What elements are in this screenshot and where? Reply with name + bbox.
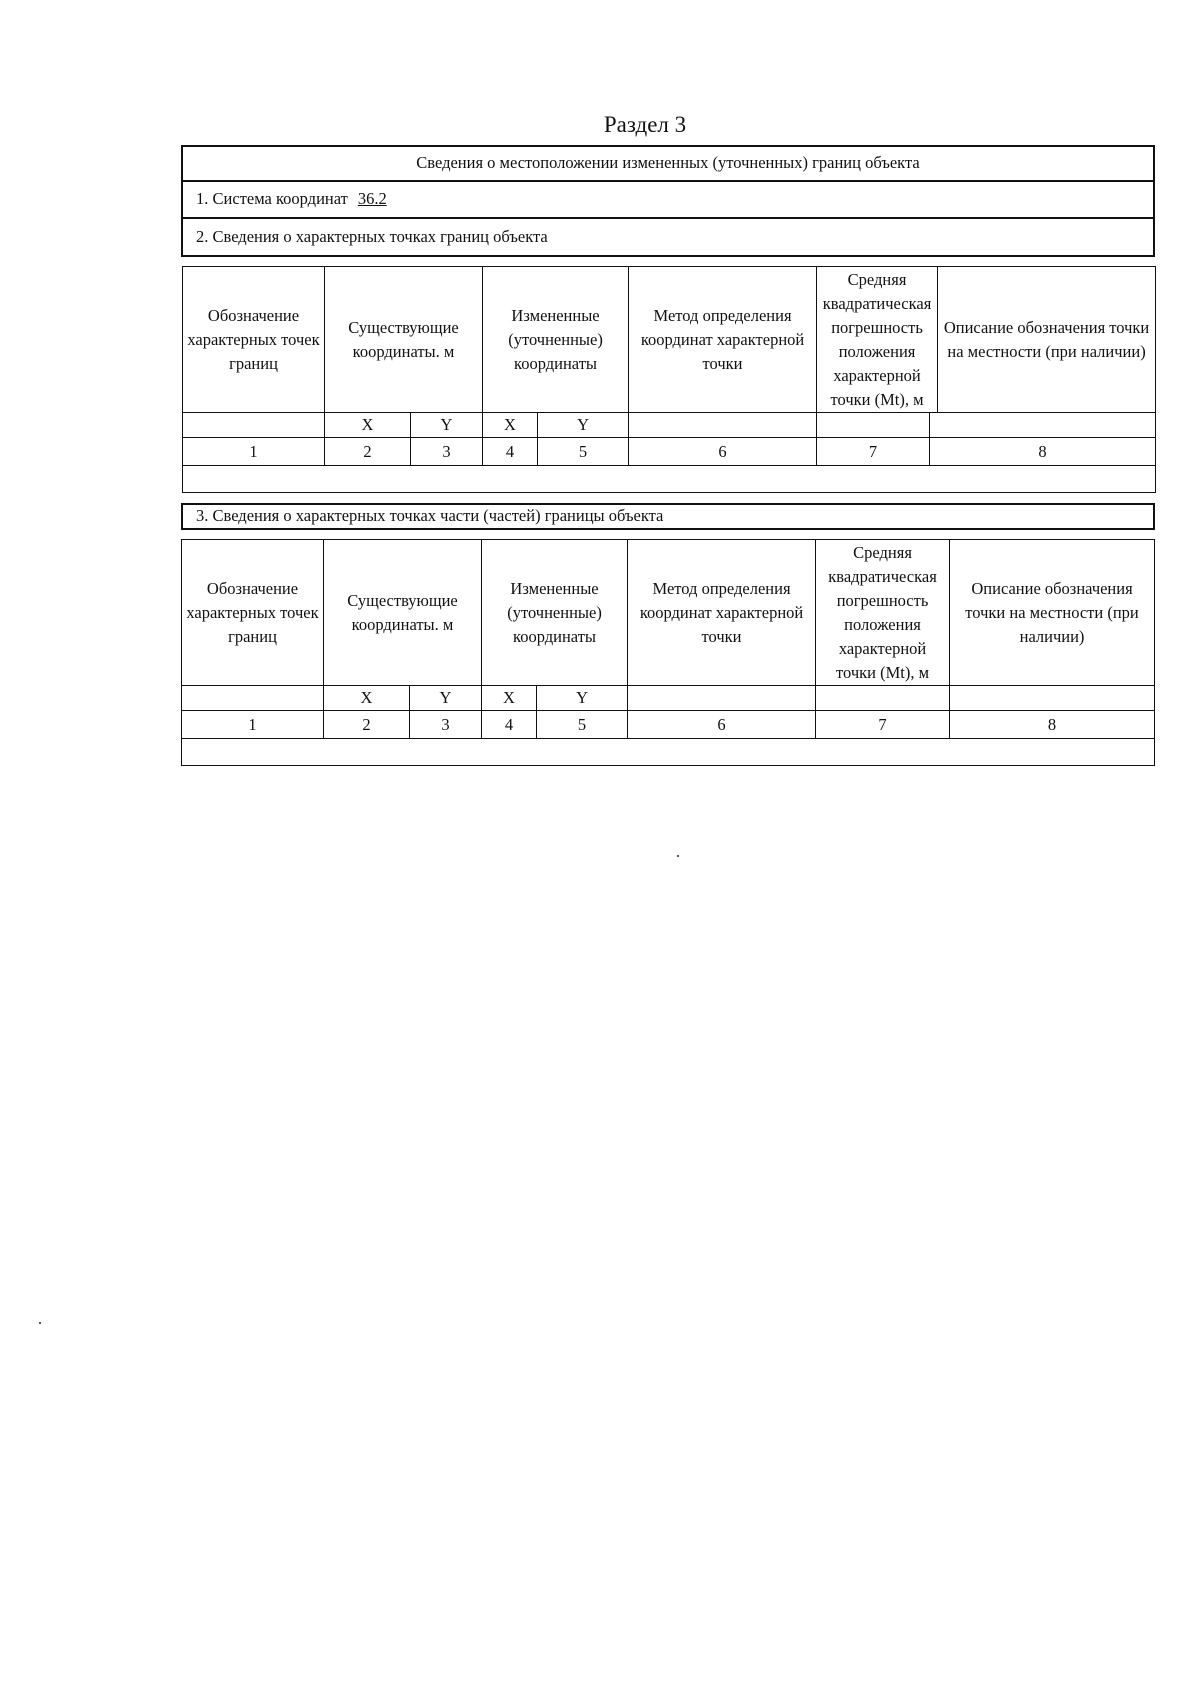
section3-title: 3. Сведения о характерных точках части (частей) границы объекта <box>196 506 664 525</box>
axis-y-existing: Y <box>410 686 482 711</box>
axis-empty-cell <box>950 686 1155 711</box>
scan-speck <box>677 855 679 857</box>
header-changed-coords: Измененные (уточненные) координаты <box>482 540 628 686</box>
points-table-1 <box>182 266 1156 493</box>
header-description: Описание обозначения точки на местности (при наличии) <box>950 540 1155 686</box>
coord-system-row <box>196 189 387 209</box>
header-mean-error: Средняя квадратическая погрешность положения характерной точки (Mt), м <box>816 540 950 686</box>
column-number: 7 <box>816 711 950 739</box>
column-number: 3 <box>410 711 482 739</box>
column-number: 6 <box>629 438 817 466</box>
axis-y-existing: Y <box>411 413 483 438</box>
axis-empty-cell <box>817 413 930 438</box>
column-number: 4 <box>483 438 538 466</box>
axis-x-existing: X <box>324 686 410 711</box>
column-number: 7 <box>817 438 930 466</box>
header-point-designation: Обозначение характерных точек границ <box>182 540 324 686</box>
column-number: 5 <box>538 438 629 466</box>
column-number: 5 <box>537 711 628 739</box>
coord-system-label: 1. Система координат <box>196 189 348 208</box>
column-number: 1 <box>183 438 325 466</box>
header-existing-coords: Существующие координаты. м <box>324 540 482 686</box>
header-changed-coords: Измененные (уточненные) координаты <box>483 267 629 413</box>
axis-empty-cell <box>628 686 816 711</box>
axis-empty-cell <box>816 686 950 711</box>
points-table-2 <box>181 539 1155 766</box>
page-title: Раздел 3 <box>603 112 687 137</box>
axis-empty-cell <box>930 413 1156 438</box>
header-method: Метод определения координат характерной точки <box>628 540 816 686</box>
axis-x-existing: X <box>325 413 411 438</box>
column-number: 8 <box>950 711 1155 739</box>
column-number: 1 <box>182 711 324 739</box>
header-description: Описание обозначения точки на местности (при наличии) <box>938 267 1156 413</box>
header-method: Метод определения координат характерной точки <box>629 267 817 413</box>
column-number: 8 <box>930 438 1156 466</box>
axis-empty-cell <box>629 413 817 438</box>
section2-title: 2. Сведения о характерных точках границ объекта <box>196 227 548 246</box>
axis-empty-cell <box>183 413 325 438</box>
axis-y-changed: Y <box>537 686 628 711</box>
axis-y-changed: Y <box>538 413 629 438</box>
column-number: 6 <box>628 711 816 739</box>
coord-system-value: 36.2 <box>357 189 387 208</box>
section-heading: Сведения о местоположении измененных (уточненных) границ объекта <box>416 153 920 172</box>
column-number: 3 <box>411 438 483 466</box>
column-number: 4 <box>482 711 537 739</box>
axis-x-changed: X <box>483 413 538 438</box>
column-number: 2 <box>325 438 411 466</box>
empty-data-row <box>182 739 1155 766</box>
scan-speck <box>39 1322 41 1324</box>
header-point-designation: Обозначение характерных точек границ <box>183 267 325 413</box>
header-mean-error: Средняя квадратическая погрешность положения характерной точки (Mt), м <box>817 267 938 413</box>
axis-x-changed: X <box>482 686 537 711</box>
axis-empty-cell <box>182 686 324 711</box>
header-existing-coords: Существующие координаты. м <box>325 267 483 413</box>
empty-data-row <box>183 466 1156 493</box>
column-number: 2 <box>324 711 410 739</box>
